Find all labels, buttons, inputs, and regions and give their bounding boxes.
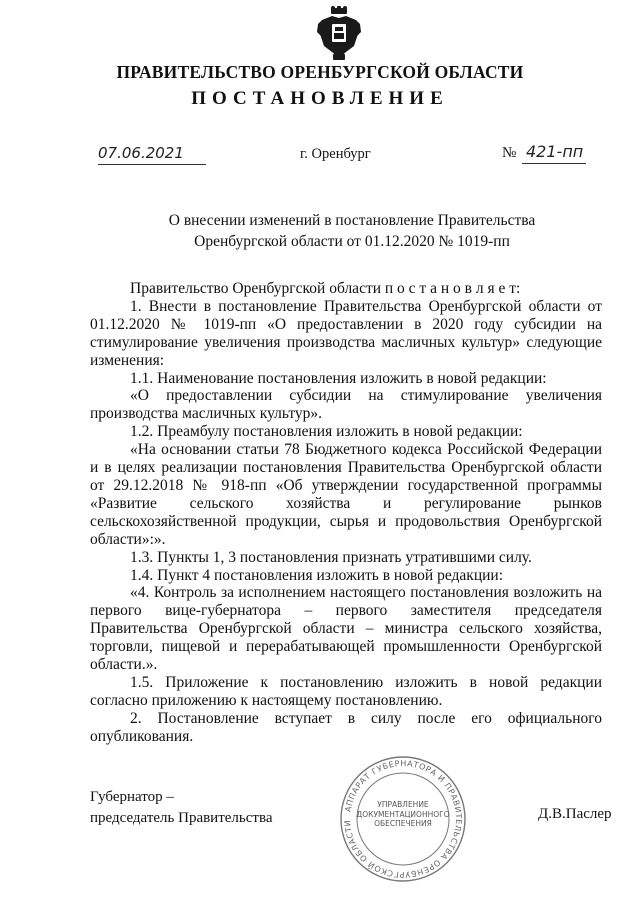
signatory-title-line-2: председатель Правительства: [90, 810, 273, 826]
paragraph-item-1: 1. Внести в постановление Правительства Оренбургской области от 01.12.2020 № 1019-пп «О предоставлении в 2020 году субсидии на стимулирование увеличения производства масличных культур» следующие изменения:: [90, 297, 602, 369]
seal-inner-text: [338, 800, 468, 829]
number-underline: [522, 163, 586, 164]
paragraph-item-1-1: 1.1. Наименование постановления изложить в новой редакции:: [130, 369, 547, 387]
paragraph-intro: Правительство Оренбургской области п о с т а н о в л я е т:: [130, 280, 521, 297]
paragraph-item-1-2: 1.2. Преамбулу постановления изложить в новой редакции:: [130, 423, 523, 441]
number-field: [502, 140, 586, 164]
paragraph-item-2: 2. Постановление вступает в силу после его официального опубликования.: [90, 709, 602, 745]
organization-title: ПРАВИТЕЛЬСТВО ОРЕНБУРГСКОЙ ОБЛАСТИ: [116, 62, 524, 82]
document-number: 421-пп: [526, 142, 584, 161]
seal-ring-text: АППАРАТ ГУБЕРНАТОРА И ПРАВИТЕЛЬСТВА ОРЕНБУРГСКОЙ ОБЛАСТИ: [342, 758, 464, 880]
seal-inner-line-2: ДОКУМЕНТАЦИОННОГО: [356, 809, 450, 819]
seal-inner-line-1: УПРАВЛЕНИЕ: [377, 800, 429, 809]
city-label: г. Оренбург: [300, 146, 371, 162]
document-type-title: ПОСТАНОВЛЕНИЕ: [191, 88, 449, 109]
paragraph-item-1-1-text: «О предоставлении субсидии на стимулирование увеличения производства масличных культур».: [90, 387, 602, 423]
signatory-title: [90, 787, 273, 829]
signatory-name: Д.В.Паслер: [538, 806, 612, 822]
coat-of-arms-emblem: [316, 6, 362, 62]
subject-line-1: О внесении изменений в постановление Правительства: [168, 212, 536, 229]
date-field: [98, 140, 206, 165]
paragraph-item-1-4: 1.4. Пункт 4 постановления изложить в новой редакции:: [130, 566, 504, 584]
paragraph-item-1-2-text: «На основании статьи 78 Бюджетного кодекса Российской Федерации и в целях реализации постановления Правительства Оренбургской области от 29.12.2018 № 918-пп «Об утверждении государственной программы «Развитие сельского хозяйства и регулирование рынков сельскохозяйственной продукции, сырья и продовольствия Оренбургской области»:».: [90, 441, 602, 548]
paragraph-item-1-5: 1.5. Приложение к постановлению изложить в новой редакции согласно приложению к настоящему постановлению.: [90, 673, 602, 709]
paragraph-item-1-3: 1.3. Пункты 1, 3 постановления признать утратившими силу.: [130, 548, 532, 566]
paragraph-item-1-4-text: «4. Контроль за исполнением настоящего постановления возложить на первого вице-губернатора – первого заместителя председателя Правительства Оренбургской области – министра сельского хозяйства, торговли, пищевой и перерабатывающей промышленности Оренбургской области.».: [90, 584, 602, 674]
number-sign: №: [502, 145, 517, 161]
seal-inner-line-3: ОБЕСПЕЧЕНИЯ: [374, 819, 432, 828]
subject-line-2: Оренбургской области от 01.12.2020 № 1019-пп: [194, 233, 510, 250]
document-subject: [0, 210, 640, 252]
document-body: [90, 280, 602, 746]
document-date: 07.06.2021: [98, 144, 184, 162]
signatory-title-line-1: Губернатор –: [90, 789, 174, 805]
